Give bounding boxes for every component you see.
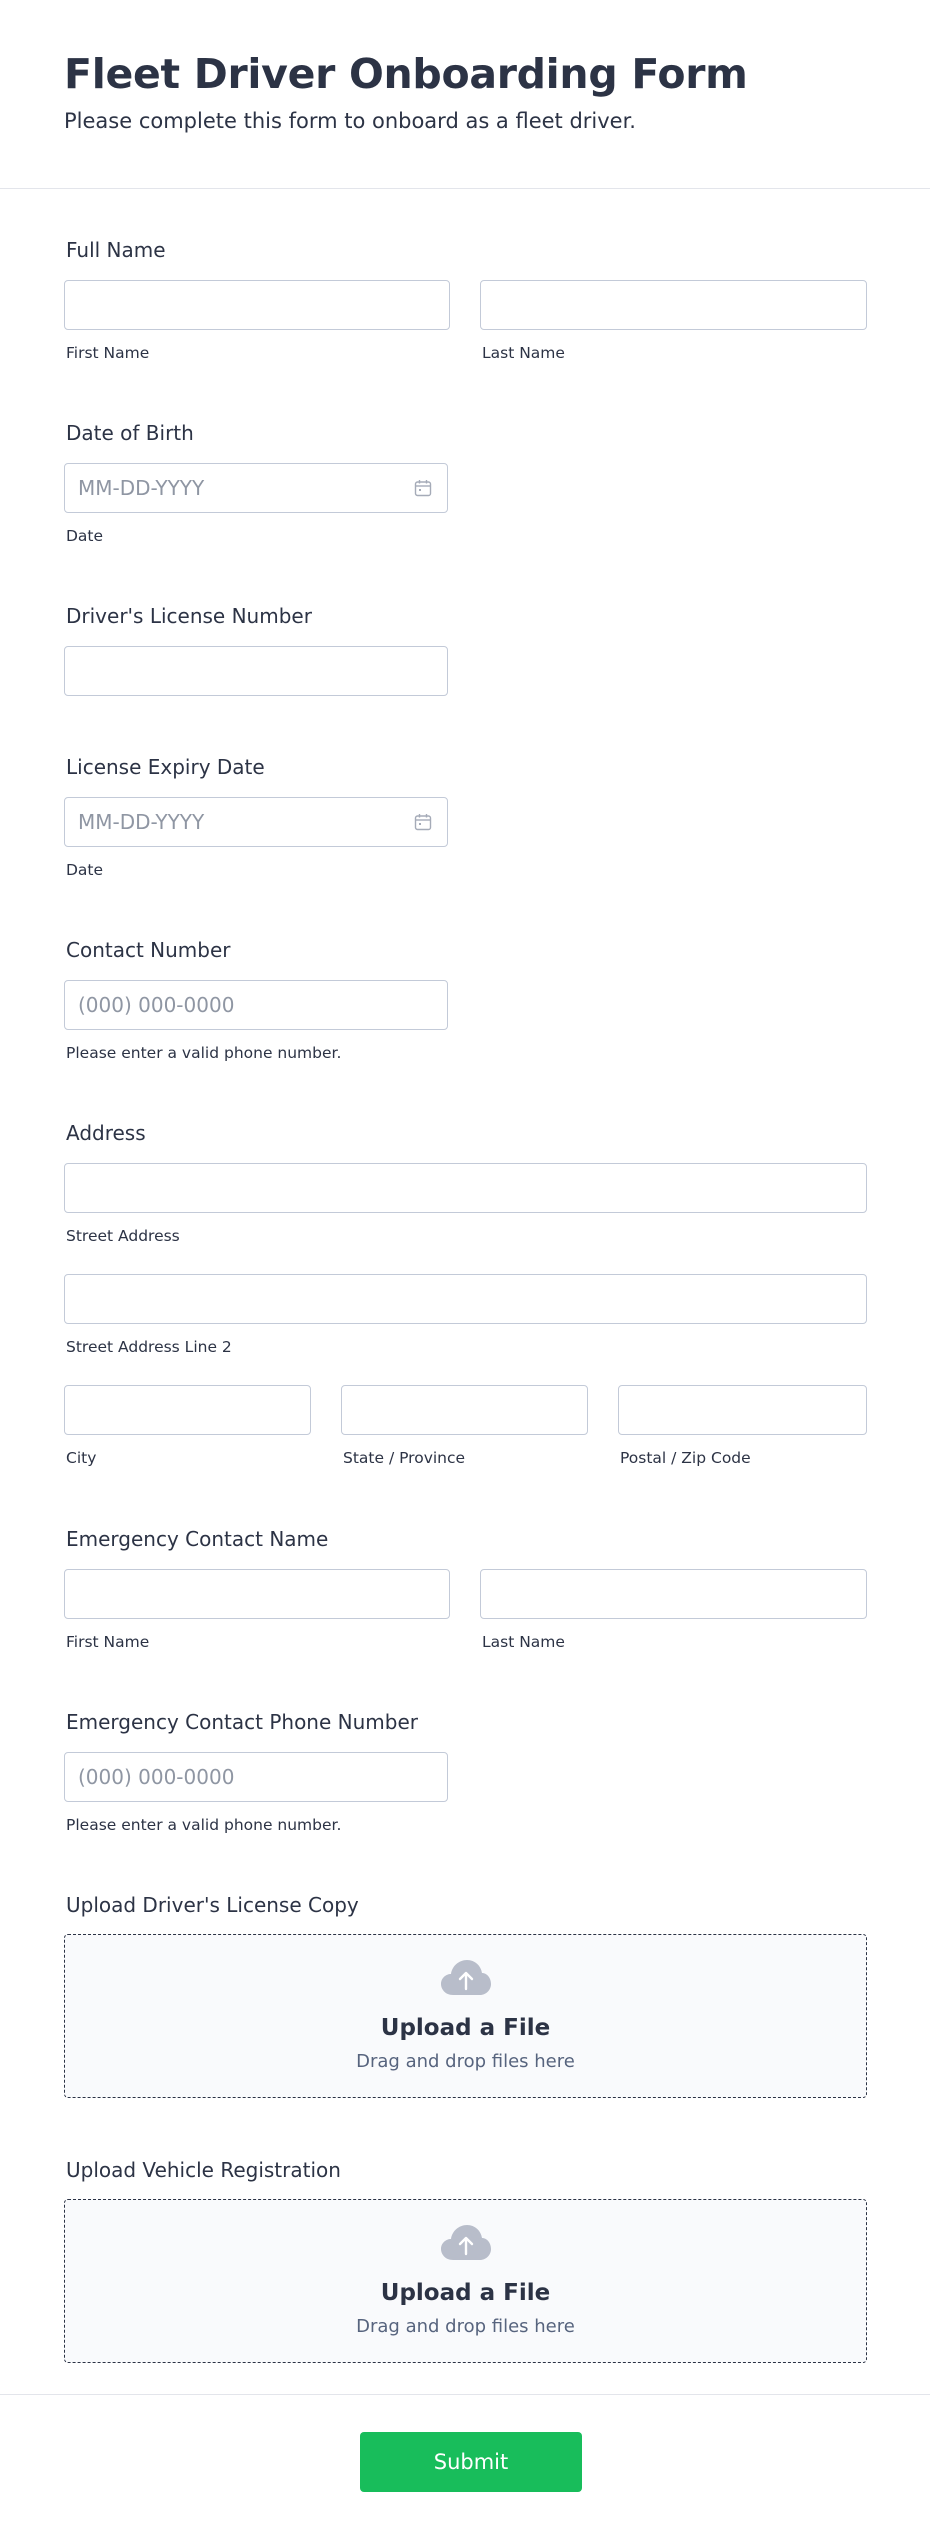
- last-name-input[interactable]: [480, 280, 867, 330]
- contact-number-input[interactable]: [64, 980, 448, 1030]
- license-expiry-label: License Expiry Date: [66, 755, 265, 779]
- cloud-upload-icon: [440, 1959, 492, 1997]
- upload-registration-dropzone[interactable]: [64, 2199, 867, 2363]
- last-name-sublabel: Last Name: [482, 344, 565, 362]
- emergency-phone-label: Emergency Contact Phone Number: [66, 1710, 418, 1734]
- upload-license-dropzone[interactable]: [64, 1934, 867, 2098]
- first-name-sublabel: First Name: [66, 344, 150, 362]
- upload-registration-label: Upload Vehicle Registration: [66, 2158, 341, 2182]
- date-of-birth-label: Date of Birth: [66, 421, 194, 445]
- upload-license-label: Upload Driver's License Copy: [66, 1893, 359, 1917]
- postal-code-sublabel: Postal / Zip Code: [620, 1449, 751, 1467]
- upload-registration-title: Upload a File: [380, 2280, 551, 2306]
- emergency-first-name-sublabel: First Name: [66, 1633, 150, 1651]
- street-address-line2-sublabel: Street Address Line 2: [66, 1338, 232, 1356]
- emergency-last-name-sublabel: Last Name: [482, 1633, 565, 1651]
- state-province-input[interactable]: [341, 1385, 588, 1435]
- street-address-sublabel: Street Address: [66, 1227, 180, 1245]
- date-of-birth-input[interactable]: [64, 463, 448, 513]
- submit-button[interactable]: Submit: [360, 2432, 582, 2492]
- first-name-input[interactable]: [64, 280, 450, 330]
- emergency-first-name-input[interactable]: [64, 1569, 450, 1619]
- city-input[interactable]: [64, 1385, 311, 1435]
- emergency-phone-sublabel: Please enter a valid phone number.: [66, 1816, 342, 1834]
- form-header: [0, 0, 930, 189]
- form-title: Fleet Driver Onboarding Form: [64, 50, 748, 98]
- postal-code-input[interactable]: [618, 1385, 867, 1435]
- upload-registration-subtitle: Drag and drop files here: [356, 2316, 575, 2337]
- upload-license-title: Upload a File: [380, 2015, 551, 2041]
- state-province-sublabel: State / Province: [343, 1449, 466, 1467]
- full-name-label: Full Name: [66, 238, 166, 262]
- emergency-phone-input[interactable]: [64, 1752, 448, 1802]
- contact-number-label: Contact Number: [66, 938, 231, 962]
- address-label: Address: [66, 1121, 146, 1145]
- form-subtitle: Please complete this form to onboard as a fleet driver.: [64, 109, 636, 133]
- date-of-birth-sublabel: Date: [66, 527, 104, 545]
- emergency-contact-name-label: Emergency Contact Name: [66, 1527, 329, 1551]
- cloud-upload-icon: [440, 2224, 492, 2262]
- upload-license-subtitle: Drag and drop files here: [356, 2051, 575, 2072]
- license-expiry-sublabel: Date: [66, 861, 104, 879]
- emergency-last-name-input[interactable]: [480, 1569, 867, 1619]
- license-number-label: Driver's License Number: [66, 604, 312, 628]
- license-expiry-input[interactable]: [64, 797, 448, 847]
- calendar-icon[interactable]: [414, 813, 432, 831]
- street-address-input[interactable]: [64, 1163, 867, 1213]
- contact-number-sublabel: Please enter a valid phone number.: [66, 1044, 342, 1062]
- calendar-icon[interactable]: [414, 479, 432, 497]
- license-number-input[interactable]: [64, 646, 448, 696]
- street-address-line2-input[interactable]: [64, 1274, 867, 1324]
- city-sublabel: City: [66, 1449, 97, 1467]
